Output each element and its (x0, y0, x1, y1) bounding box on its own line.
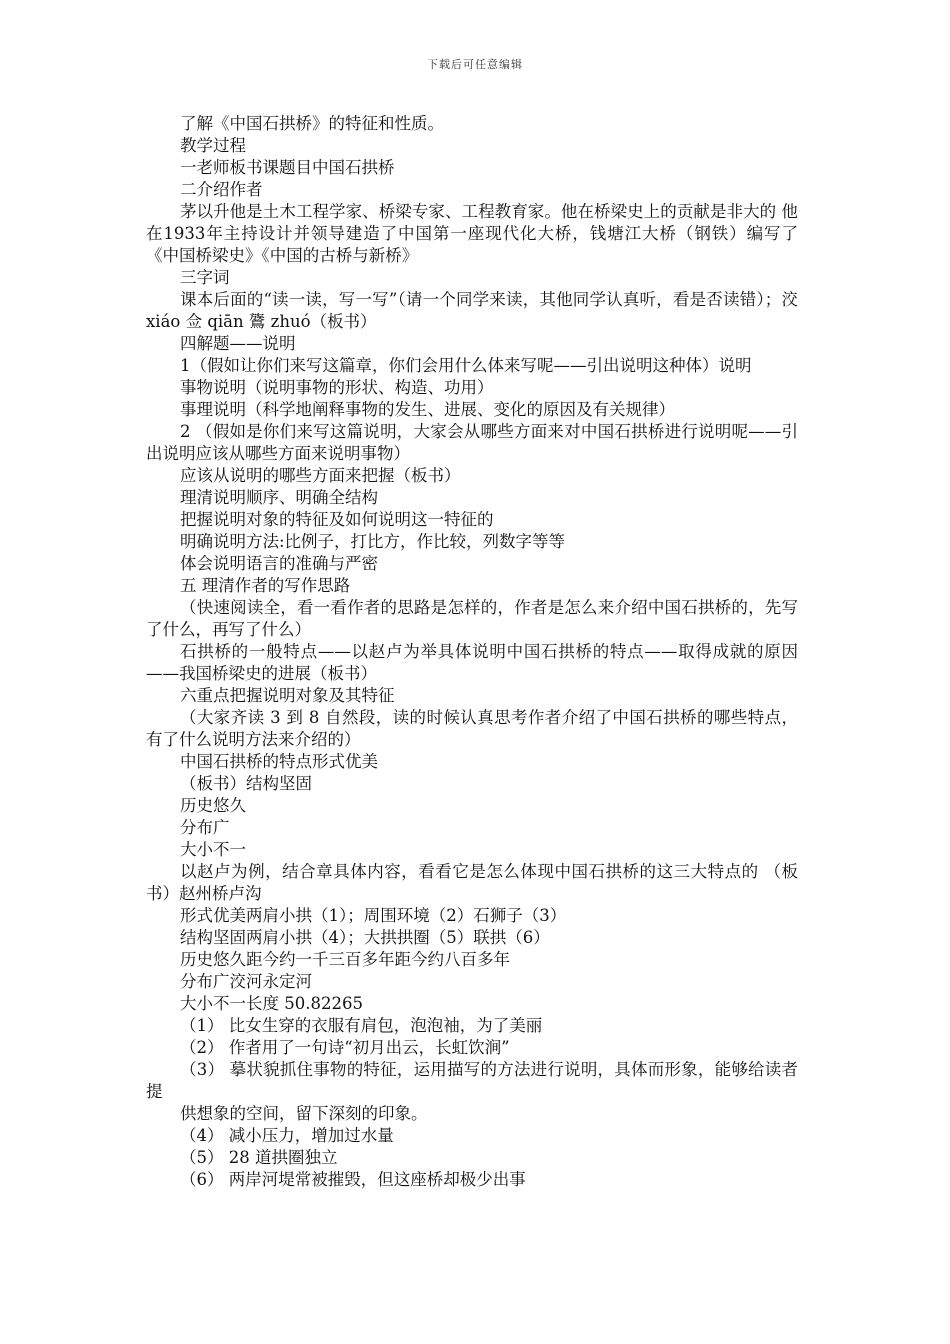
page-header: 下载后可任意编辑 (427, 58, 523, 71)
paragraph: 把握说明对象的特征及如何说明这一特征的 (180, 510, 494, 529)
paragraph: （6） 两岸河堤常被摧毁，但这座桥却极少出事 (180, 1170, 526, 1189)
document-body (146, 113, 798, 1191)
paragraph: （1） 比女生穿的衣服有肩包，泡泡袖，为了美丽 (180, 1016, 543, 1035)
paragraph: 课本后面的“读一读，写一写”（请一个同学来读，其他同学认真听，看是否读错）；洨 xiáo 佥 qiān 鷟 zhuó（板书） (146, 290, 798, 331)
paragraph: 三字词 (180, 268, 230, 287)
paragraph: 教学过程 (180, 136, 246, 155)
paragraph: 结构坚固两肩小拱（4）；大拱拱圈（5）联拱（6） (180, 928, 550, 947)
paragraph: （快速阅读全，看一看作者的思路是怎样的，作者是怎么来介绍中国石拱桥的，先写了什么，再写了什么） (146, 598, 798, 639)
paragraph: （板书）结构坚固 (180, 774, 312, 793)
paragraph: 二介绍作者 (180, 180, 263, 199)
paragraph: （大家齐读 3 到 8 自然段，读的时候认真思考作者介绍了中国石拱桥的哪些特点，有了什么说明方法来介绍的） (146, 708, 798, 749)
paragraph: 以赵卢为例，结合章具体内容，看看它是怎么体现中国石拱桥的这三大特点的 （板书）赵州桥卢沟 (146, 862, 798, 903)
paragraph: 形式优美两肩小拱（1）；周围环境（2）石狮子（3） (180, 906, 567, 925)
paragraph: 1（假如让你们来写这篇章，你们会用什么体来写呢——引出说明这种体）说明 (180, 356, 752, 375)
paragraph: 明确说明方法:比例子，打比方，作比较，列数字等等 (180, 532, 566, 551)
paragraph: 茅以升他是土木工程学家、桥梁专家、工程教育家。他在桥梁史上的贡献是非大的 他在1933年主持设计并领导建造了中国第一座现代化大桥，钱塘江大桥（钢铁）编写了《中国桥梁史》《中国的古桥与新桥》 (146, 202, 798, 265)
paragraph: 体会说明语言的准确与严密 (180, 554, 378, 573)
paragraph: 中国石拱桥的特点形式优美 (180, 752, 378, 771)
paragraph: 理清说明顺序、明确全结构 (180, 488, 378, 507)
paragraph: （3） 摹状貌抓住事物的特征，运用描写的方法进行说明，具体而形象，能够给读者提 (146, 1060, 798, 1101)
paragraph: 石拱桥的一般特点——以赵卢为举具体说明中国石拱桥的特点——取得成就的原因——我国桥梁史的进展（板书） (146, 642, 798, 683)
paragraph: （4） 减小压力，增加过水量 (180, 1126, 394, 1145)
paragraph: 分布广 (180, 818, 230, 837)
paragraph: 2 （假如是你们来写这篇说明，大家会从哪些方面来对中国石拱桥进行说明呢——引出说明应该从哪些方面来说明事物） (146, 422, 798, 463)
paragraph: 历史悠久距今约一千三百多年距今约八百多年 (180, 950, 510, 969)
paragraph: （5） 28 道拱圈独立 (180, 1148, 338, 1167)
paragraph: 历史悠久 (180, 796, 246, 815)
paragraph: 一老师板书课题目中国石拱桥 (180, 158, 395, 177)
paragraph: 分布广洨河永定河 (180, 972, 312, 991)
paragraph: 大小不一 (180, 840, 246, 859)
paragraph: 应该从说明的哪些方面来把握（板书） (180, 466, 461, 485)
paragraph: 事理说明（科学地阐释事物的发生、进展、变化的原因及有关规律） (180, 400, 675, 419)
paragraph: 供想象的空间，留下深刻的印象。 (180, 1104, 428, 1123)
paragraph: 事物说明（说明事物的形状、构造、功用） (180, 378, 494, 397)
paragraph: 大小不一长度 50.82265 (180, 994, 363, 1013)
paragraph: 六重点把握说明对象及其特征 (180, 686, 395, 705)
paragraph: （2） 作者用了一句诗“初月出云，长虹饮涧” (180, 1038, 510, 1057)
paragraph: 四解题——说明 (180, 334, 296, 353)
paragraph: 了解《中国石拱桥》的特征和性质。 (180, 114, 444, 133)
paragraph: 五 理清作者的写作思路 (180, 576, 351, 595)
